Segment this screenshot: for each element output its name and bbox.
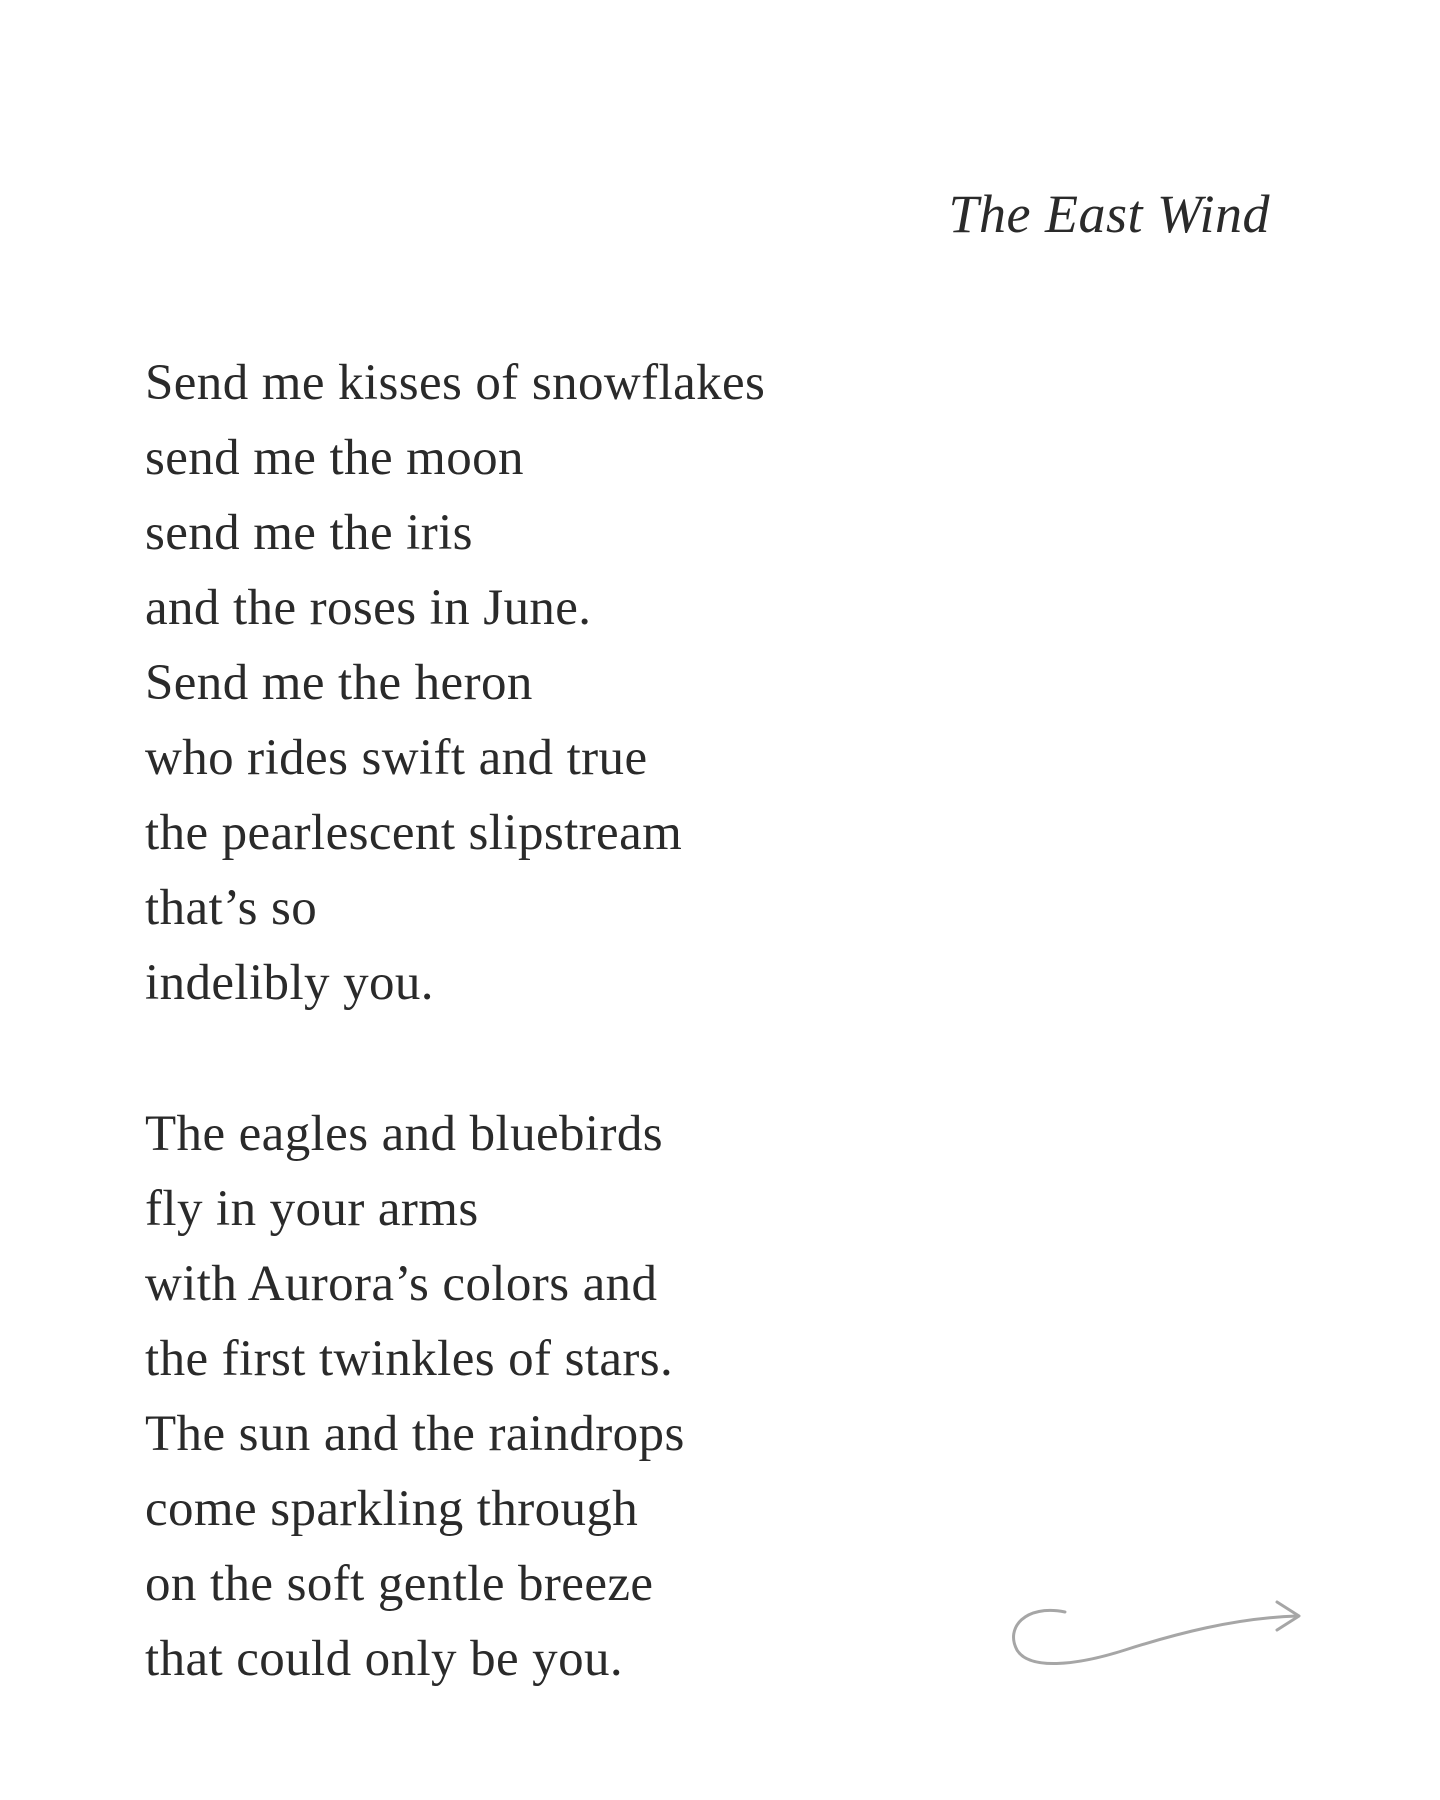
poem-line: come sparkling through — [145, 1481, 639, 1537]
poem-line: Send me kisses of snowflakes — [145, 355, 766, 411]
poem-line: that could only be you. — [145, 1631, 624, 1687]
next-page-button[interactable] — [1005, 1590, 1305, 1690]
poem-line: with Aurora’s colors and — [145, 1256, 658, 1312]
poem-body — [145, 346, 905, 1697]
poem-line: that’s so — [145, 880, 318, 936]
poem-line: and the roses in June. — [145, 580, 592, 636]
poem-line: send me the iris — [145, 505, 473, 561]
poem-line: who rides swift and true — [145, 730, 648, 786]
swirl-arrow-right-icon — [1005, 1590, 1305, 1690]
poem-line: send me the moon — [145, 430, 524, 486]
poem-line: Send me the heron — [145, 655, 533, 711]
stanza-1 — [145, 346, 905, 1021]
poem-line: the first twinkles of stars. — [145, 1331, 674, 1387]
poem-line: The eagles and bluebirds — [145, 1106, 664, 1162]
poem-line: The sun and the raindrops — [145, 1406, 685, 1462]
poem-line: on the soft gentle breeze — [145, 1556, 654, 1612]
poem-line: the pearlescent slipstream — [145, 805, 683, 861]
poem-line: indelibly you. — [145, 955, 434, 1011]
poem-line: fly in your arms — [145, 1181, 479, 1237]
poem-title: The East Wind — [948, 184, 1270, 244]
stanza-2 — [145, 1097, 905, 1697]
